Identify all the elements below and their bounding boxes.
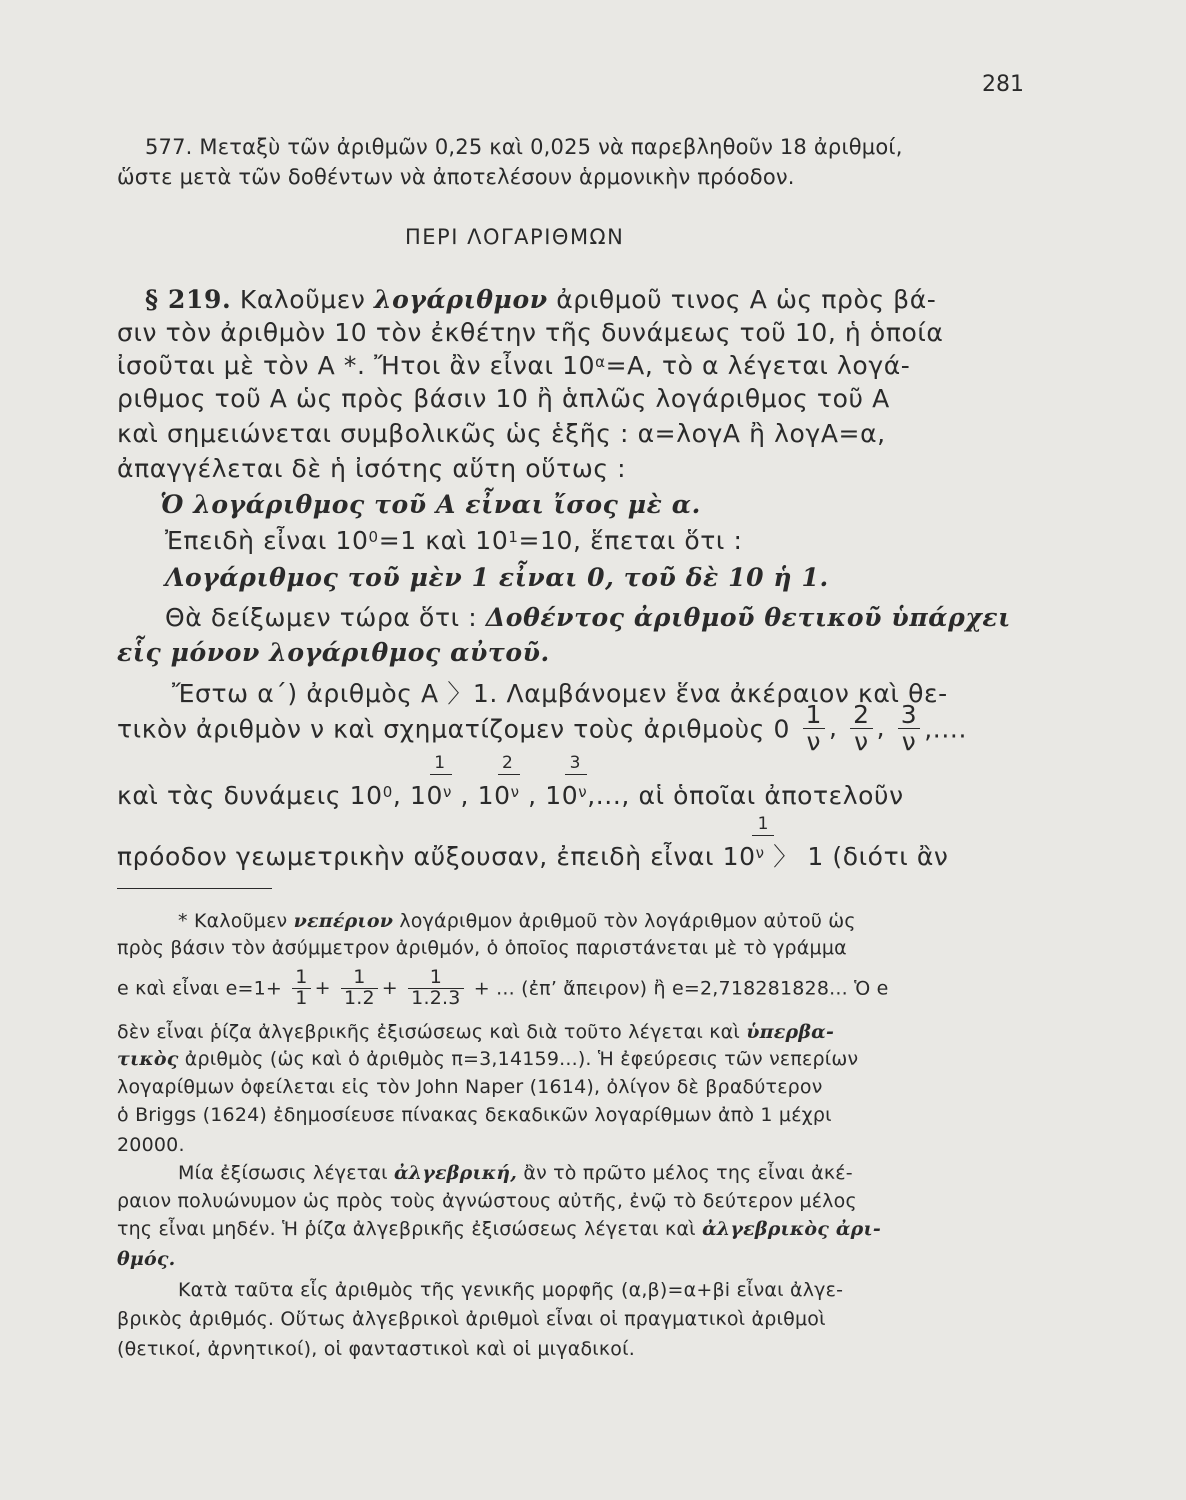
footnote-line xyxy=(117,1218,881,1240)
text-run: + ... (ἐπ’ ἄπειρον) ἢ e=2,718281828... Ὁ e xyxy=(473,977,889,1000)
numerator: 1 xyxy=(341,968,378,989)
paragraph-line xyxy=(117,351,910,380)
footnote-line: ὁ Briggs (1624) ἐδημοσίευσε πίνακας δεκαδικῶν λογαρίθμων ἀπὸ 1 μέχρι xyxy=(117,1104,832,1126)
fraction xyxy=(850,702,873,756)
defined-term: ἀλγεβρικὸς ἀρι- xyxy=(702,1218,881,1240)
text-run: ἂν τὸ πρῶτο μέλος της εἶναι ἀκέ- xyxy=(523,1162,853,1184)
text-run: Ἐπειδὴ εἶναι 10 xyxy=(165,526,369,555)
fraction xyxy=(292,968,310,1009)
fraction xyxy=(341,968,378,1009)
text-run: Μία ἐξίσωσις λέγεται xyxy=(178,1162,388,1184)
denominator: ν xyxy=(854,727,869,757)
footnote-line: ραιον πολυώνυμον ὡς πρὸς τοὺς ἀγνώστους αὐτῆς, ἐνῷ τὸ δεύτερον μέλος xyxy=(117,1190,857,1212)
text-run: δὲν εἶναι ῥίζα ἀλγεβρικῆς ἐξισώσεως καὶ διὰ τοῦτο λέγεται καὶ xyxy=(117,1021,741,1043)
denominator: 1 xyxy=(295,986,308,1009)
page-number: 281 xyxy=(982,72,1024,97)
exponent: 1 xyxy=(508,527,519,546)
text-run: ,.... xyxy=(924,714,967,744)
exponent-numerator: 1 xyxy=(757,814,770,834)
paragraph-line: καὶ σημειώνεται συμβολικῶς ὡς ἑξῆς : α=λογΑ ἢ λογΑ=α, xyxy=(117,419,886,448)
denominator: 1.2.3 xyxy=(411,986,461,1009)
definition-statement: Ὁ λογάριθμος τοῦ Α εἶναι ἴσος μὲ α. xyxy=(160,490,701,519)
footnote-line xyxy=(117,1048,858,1070)
numerator: 1 xyxy=(803,702,826,729)
text-run: πρόοδον γεωμετρικὴν αὔξουσαν, ἐπειδὴ εἶναι 10 xyxy=(117,842,756,871)
text-run: e καὶ εἶναι e=1+ xyxy=(117,977,283,1000)
section-number: § 219. xyxy=(145,285,232,314)
exponent-numerator: 3 xyxy=(569,753,581,773)
fraction xyxy=(408,968,463,1009)
paragraph-line xyxy=(145,285,936,314)
fractional-power xyxy=(477,753,520,810)
numerator: 1 xyxy=(408,968,463,989)
exponent: α xyxy=(595,352,606,371)
section-heading: ΠΕΡΙ ΛΟΓΑΡΙΘΜΩΝ xyxy=(405,225,625,249)
footnote-line: βρικὸς ἀριθμός. Οὕτως ἀλγεβρικοὶ ἀριθμοὶ εἶναι οἱ πραγματικοὶ ἀριθμοὶ xyxy=(117,1308,826,1330)
exponent-denominator: ν xyxy=(755,843,765,862)
defined-term: τικὸς xyxy=(117,1048,179,1070)
fraction-bar xyxy=(498,774,520,775)
text-run: =10, ἕπεται ὅτι : xyxy=(518,526,743,555)
footnote-line: λογαρίθμων ὀφείλεται εἰς τὸν John Naper (1614), ὀλίγον δὲ βραδύτερον xyxy=(117,1076,823,1098)
denominator: ν xyxy=(901,727,917,757)
defined-term: ἀλγεβρική, xyxy=(393,1162,518,1184)
text-run: =Α, τὸ α λέγεται λογά- xyxy=(605,351,911,380)
exercise-line: ὥστε μετὰ τῶν δοθέντων νὰ ἀποτελέσουν ἁρμονικὴν πρόοδον. xyxy=(117,165,795,189)
defined-term: θμός. xyxy=(117,1248,176,1270)
base: 10 xyxy=(477,781,511,810)
paragraph-line xyxy=(165,526,743,555)
text-run: λογάριθμον ἀριθμοῦ τὸν λογάριθμον αὐτοῦ ὡς xyxy=(399,910,856,932)
denominator: 1.2 xyxy=(343,986,375,1009)
numerator: 2 xyxy=(850,702,873,729)
fraction-bar xyxy=(430,774,452,775)
bold-statement: Λογάριθμος τοῦ μὲν 1 εἶναι 0, τοῦ δὲ 10 ἡ 1. xyxy=(165,563,829,592)
fractional-power xyxy=(545,753,588,810)
exercise-line: 577. Μεταξὺ τῶν ἀριθμῶν 0,25 καὶ 0,025 νὰ παρεβληθοῦν 18 ἀριθμοί, xyxy=(145,135,903,159)
text-run: ἰσοῦται μὲ τὸν Α *. Ἤτοι ἂν εἶναι 10 xyxy=(117,351,596,380)
numerator: 1 xyxy=(292,968,310,989)
theorem-statement: εἷς μόνον λογάριθμος αὐτοῦ. xyxy=(117,638,550,667)
paragraph-line: ριθμος τοῦ Α ὡς πρὸς βάσιν 10 ἢ ἁπλῶς λογάριθμος τοῦ Α xyxy=(117,384,890,413)
text-run: Θὰ δείξωμεν τώρα ὅτι : xyxy=(165,603,478,632)
paragraph-line: τικὸν ἀριθμὸν ν καὶ σχηματίζομεν τοὺς ἀριθμοὺς 0 $\frac{1}{\nu}$ , $\frac{2}{\nu}$ , $\frac{3}{\nu}$ ,.... xyxy=(117,700,967,757)
base: 10 xyxy=(545,781,579,810)
footnote-line: πρὸς βάσιν τὸν ἀσύμμετρον ἀριθμόν, ὁ ὁποῖος παριστάνεται μὲ τὸ γράμμα xyxy=(117,937,847,959)
denominator: ν xyxy=(806,727,822,757)
numerator: 3 xyxy=(898,702,921,729)
exponent-denominator: ν xyxy=(442,782,452,801)
text-run: ἀριθμὸς (ὡς καὶ ὁ ἀριθμὸς π=3,14159...). Ἡ ἐφεύρεσις τῶν νεπερίων xyxy=(184,1048,859,1070)
paragraph-line xyxy=(117,814,949,873)
text-run: * Καλοῦμεν xyxy=(178,910,288,932)
text-run: Καλοῦμεν xyxy=(239,285,366,314)
paragraph-line: ἀπαγγέλεται δὲ ἡ ἰσότης αὕτη οὕτως : xyxy=(117,454,627,483)
footnote-line xyxy=(178,1162,853,1184)
text-run: ἀριθμοῦ τινος Α ὡς πρὸς βά- xyxy=(556,285,937,314)
text-run: =1 καὶ 10 xyxy=(378,526,509,555)
fraction-bar xyxy=(565,774,587,775)
exponent-denominator: ν xyxy=(578,782,588,801)
footnote-line: 20000. xyxy=(117,1134,185,1156)
base: 10 xyxy=(409,781,443,810)
fraction xyxy=(803,702,826,756)
fractional-power xyxy=(409,753,452,810)
paragraph-line: σιν τὸν ἀριθμὸν 10 τὸν ἐκθέτην τῆς δυνάμεως τοῦ 10, ἡ ὁποία xyxy=(117,318,944,347)
text-run: ,..., αἱ ὁποῖαι ἀποτελοῦν xyxy=(587,781,904,810)
footnote-rule xyxy=(117,888,272,889)
text-run: 〉 1 (διότι ἂν xyxy=(773,842,949,871)
exponent: 0 xyxy=(382,782,393,801)
text-run: τικὸν ἀριθμὸν ν καὶ σχηματίζομεν τοὺς ἀριθμοὺς 0 xyxy=(117,714,790,744)
exponent-denominator: ν xyxy=(510,782,520,801)
exponent-numerator: 2 xyxy=(501,753,514,773)
fractional-exponent xyxy=(755,814,770,871)
paragraph-line: καὶ τὰς δυνάμεις $10^0$, $10^\nu$ 1 , $10^\nu$ 2 , $10^\nu$ 3 ,..., αἱ ὁποῖαι ἀποτελοῦν xyxy=(117,753,904,810)
exponent: 0 xyxy=(368,527,379,546)
fraction-bar xyxy=(752,835,774,836)
defined-term: λογάριθμον xyxy=(374,285,548,314)
defined-term: νεπέριον xyxy=(293,910,394,932)
defined-term: ὑπερβα- xyxy=(746,1021,835,1043)
paragraph-line xyxy=(165,603,1011,632)
theorem-statement: Δοθέντος ἀριθμοῦ θετικοῦ ὑπάρχει xyxy=(485,603,1011,632)
footnote-line xyxy=(178,910,856,932)
footnote-line xyxy=(117,1021,834,1043)
exponent-numerator: 1 xyxy=(434,753,446,773)
paragraph-line: Ἔστω α΄) ἀριθμὸς Α 〉1. Λαμβάνομεν ἕνα ἀκέραιον καὶ θε- xyxy=(172,679,948,708)
footnote-line: Κατὰ ταῦτα εἷς ἀριθμὸς τῆς γενικῆς μορφῆς (α,β)=α+βi εἶναι ἀλγε- xyxy=(178,1279,844,1301)
text-run: της εἶναι μηδέν. Ἡ ῥίζα ἀλγεβρικῆς ἐξισώσεως λέγεται καὶ xyxy=(117,1218,696,1240)
fraction xyxy=(898,702,921,756)
footnote-line: (θετικοί, ἀρνητικοί), οἱ φανταστικοὶ καὶ οἱ μιγαδικοί. xyxy=(117,1338,636,1360)
text-run: καὶ τὰς δυνάμεις 10 xyxy=(117,781,383,810)
footnote-line: e καὶ εἶναι e=1+ $\frac{1}{1}$ + $\frac{1}{1.2}$ + $\frac{1}{1.2.3}$ + ... (ἐπ’ ἄπειρον) ἢ e=2,718281828... Ὁ e xyxy=(117,966,889,1009)
